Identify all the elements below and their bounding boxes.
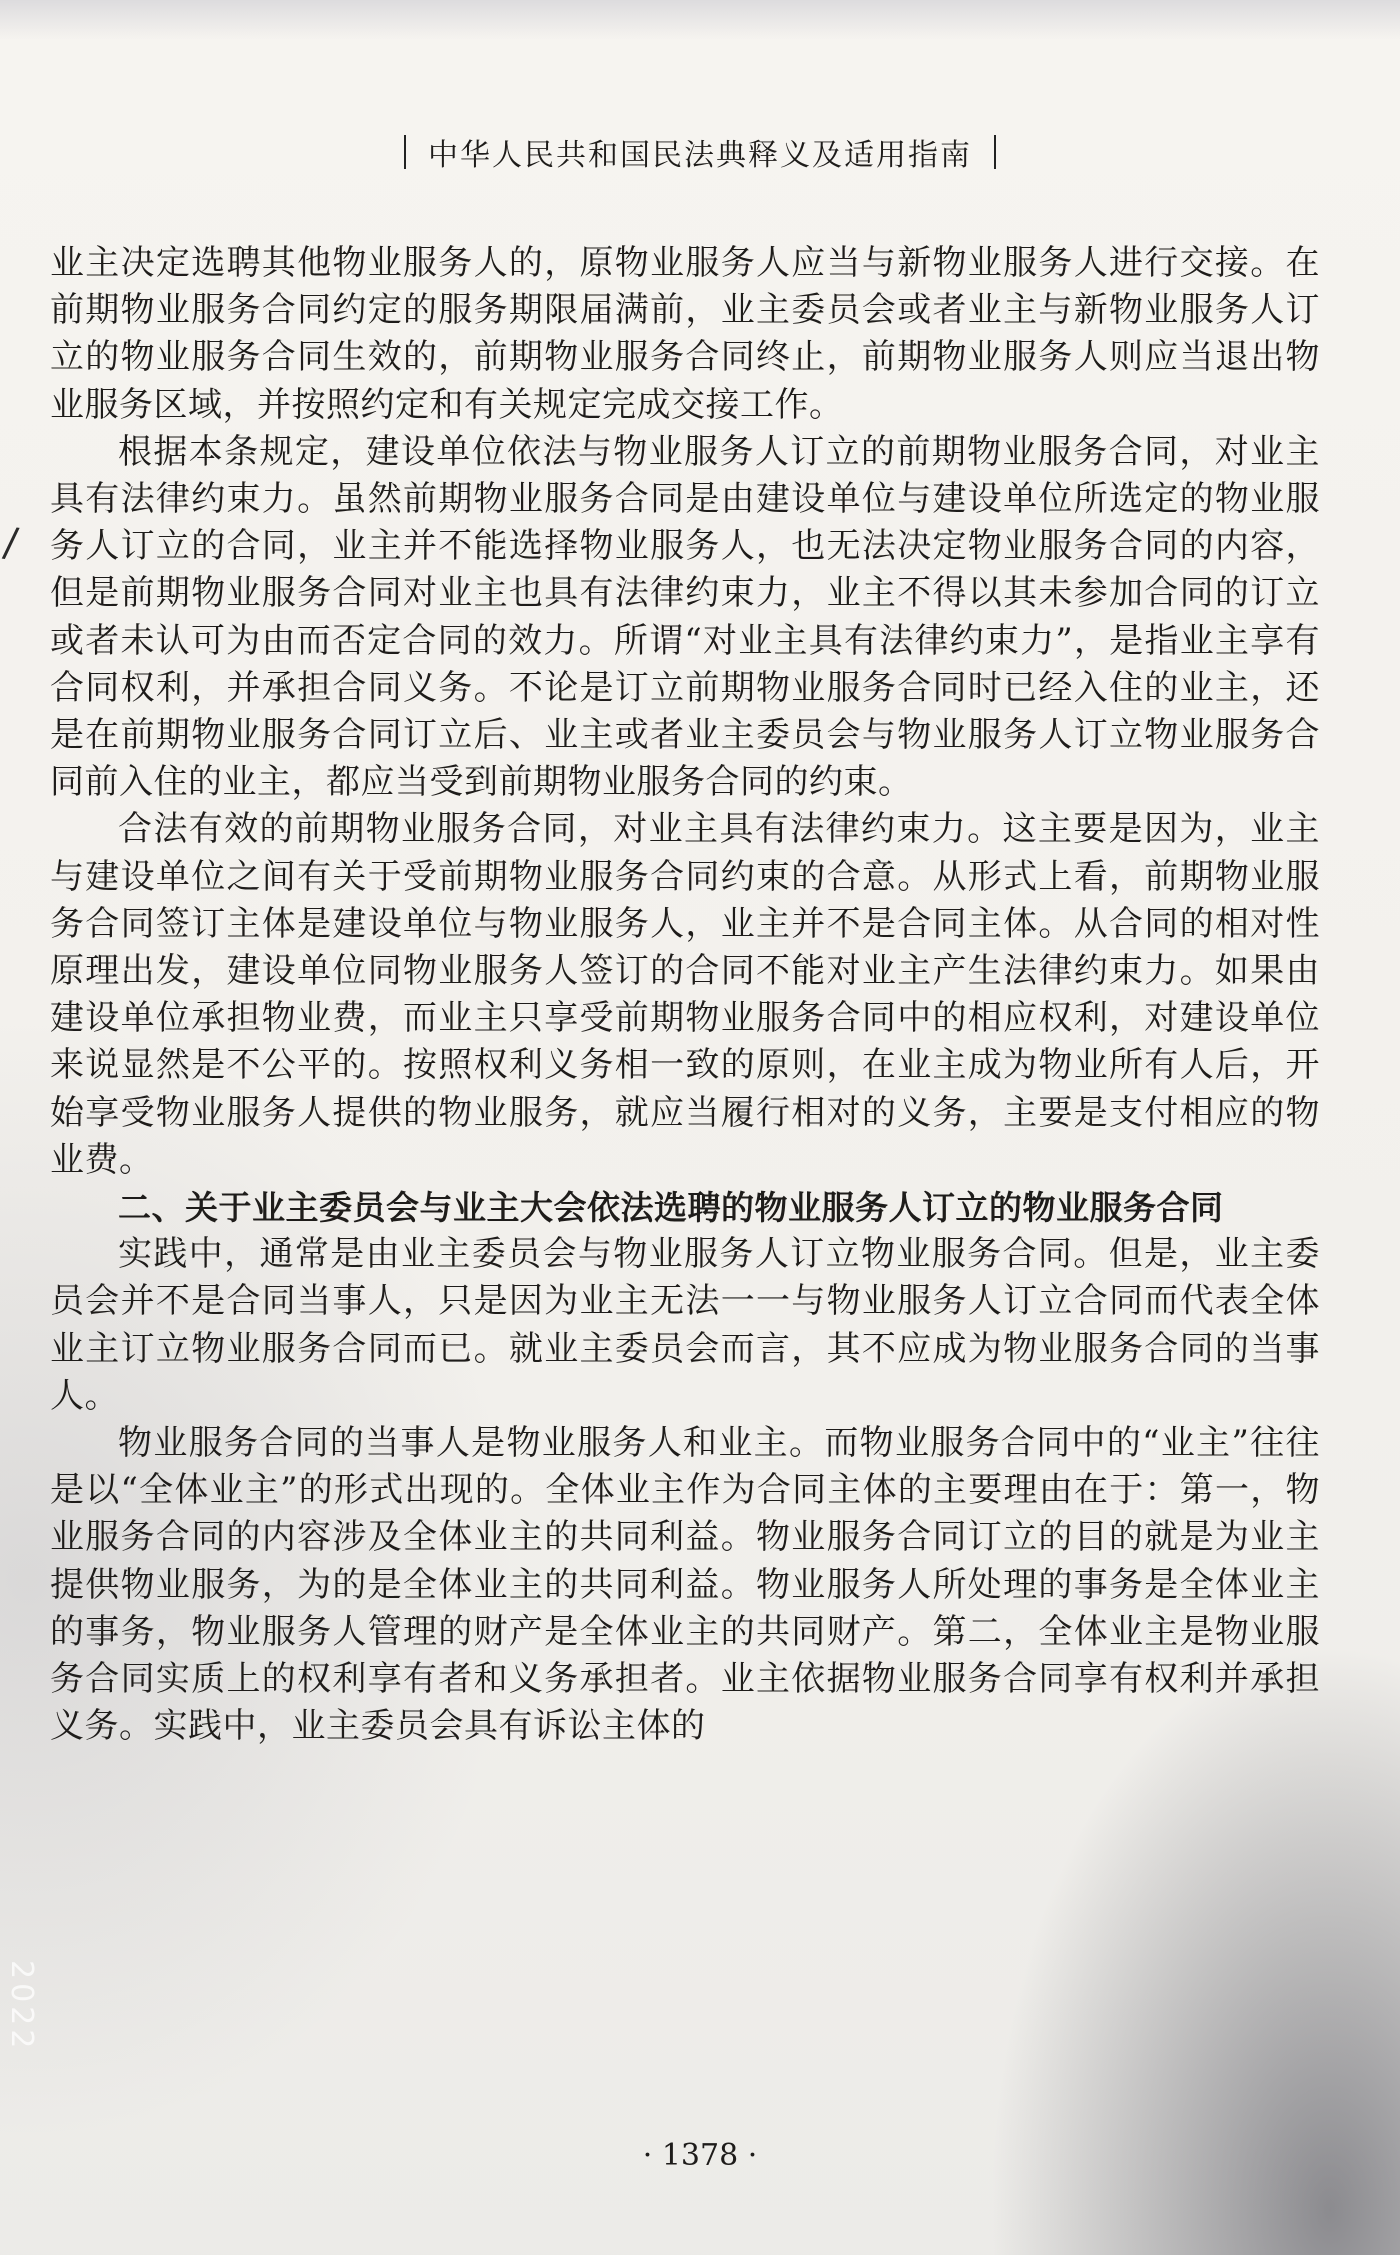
header-title: 中华人民共和国民法典释义及适用指南 <box>428 138 972 173</box>
paragraph-3: 合法有效的前期物业服务合同，对业主具有法律约束力。这主要是因为，业主与建设单位之间有关于受前期物业服务合同约束的合意。从形式上看，前期物业服务合同签订主体是建设单位与物业服务人，业主并不是合同主体。从合同的相对性原理出发，建设单位同物业服务人签订的合同不能对业主产生法律约束力。如果由建设单位承担物业费，而业主只享受前期物业服务合同中的相应权利，对建设单位来说显然是不公平的。按照权利义务相一致的原则，在业主成为物业所有人后，开始享受物业服务人提供的物业服务，就应当履行相对的义务，主要是支付相应的物业费。 <box>50 809 1320 1180</box>
header-left-rule <box>404 135 406 169</box>
section-heading: 二、关于业主委员会与业主大会依法选聘的物业服务人订立的物业服务合同 <box>118 1188 1224 1228</box>
watermark-date: 2022 <box>4 1960 39 2053</box>
paragraph-4: 实践中，通常是由业主委员会与物业服务人订立物业服务合同。但是，业主委员会并不是合同当事人，只是因为业主无法一一与物业服务人订立合同而代表全体业主订立物业服务合同而已。就业主委员会而言，其不应成为物业服务合同的当事人。 <box>50 1234 1320 1416</box>
paragraph-1: 业主决定选聘其他物业服务人的，原物业服务人应当与新物业服务人进行交接。在前期物业服务合同约定的服务期限届满前，业主委员会或者业主与新物业服务人订立的物业服务合同生效的，前期物业服务合同终止，前期物业服务人则应当退出物业服务区域，并按照约定和有关规定完成交接工作。 <box>50 243 1320 425</box>
body-text <box>50 240 1320 1751</box>
top-edge-shadow <box>0 0 1400 40</box>
page-number: · 1378 · <box>642 2138 758 2173</box>
running-header <box>0 130 1400 174</box>
paragraph-5: 物业服务合同的当事人是物业服务人和业主。而物业服务合同中的“业主”往往是以“全体业主”的形式出现的。全体业主作为合同主体的主要理由在于：第一，物业服务合同的内容涉及全体业主的共同利益。物业服务合同订立的目的就是为业主提供物业服务，为的是全体业主的共同利益。物业服务人所处理的事务是全体业主的事务，物业服务人管理的财产是全体业主的共同财产。第二，全体业主是物业服务合同实质上的权利享有者和义务承担者。业主依据物业服务合同享有权利并承担义务。实践中，业主委员会具有诉讼主体的 <box>50 1423 1320 1747</box>
handwritten-margin-mark: / <box>0 519 21 567</box>
paragraph-2: 根据本条规定，建设单位依法与物业服务人订立的前期物业服务合同，对业主具有法律约束力。虽然前期物业服务合同是由建设单位与建设单位所选定的物业服务人订立的合同，业主并不能选择物业服务人，也无法决定物业服务合同的内容，但是前期物业服务合同对业主也具有法律约束力，业主不得以其未参加合同的订立或者未认可为由而否定合同的效力。所谓“对业主具有法律约束力”，是指业主享有合同权利，并承担合同义务。不论是订立前期物业服务合同时已经入住的业主，还是在前期物业服务合同订立后、业主或者业主委员会与物业服务人订立物业服务合同前入住的业主，都应当受到前期物业服务合同的约束。 <box>50 431 1320 803</box>
header-right-rule <box>994 135 996 169</box>
